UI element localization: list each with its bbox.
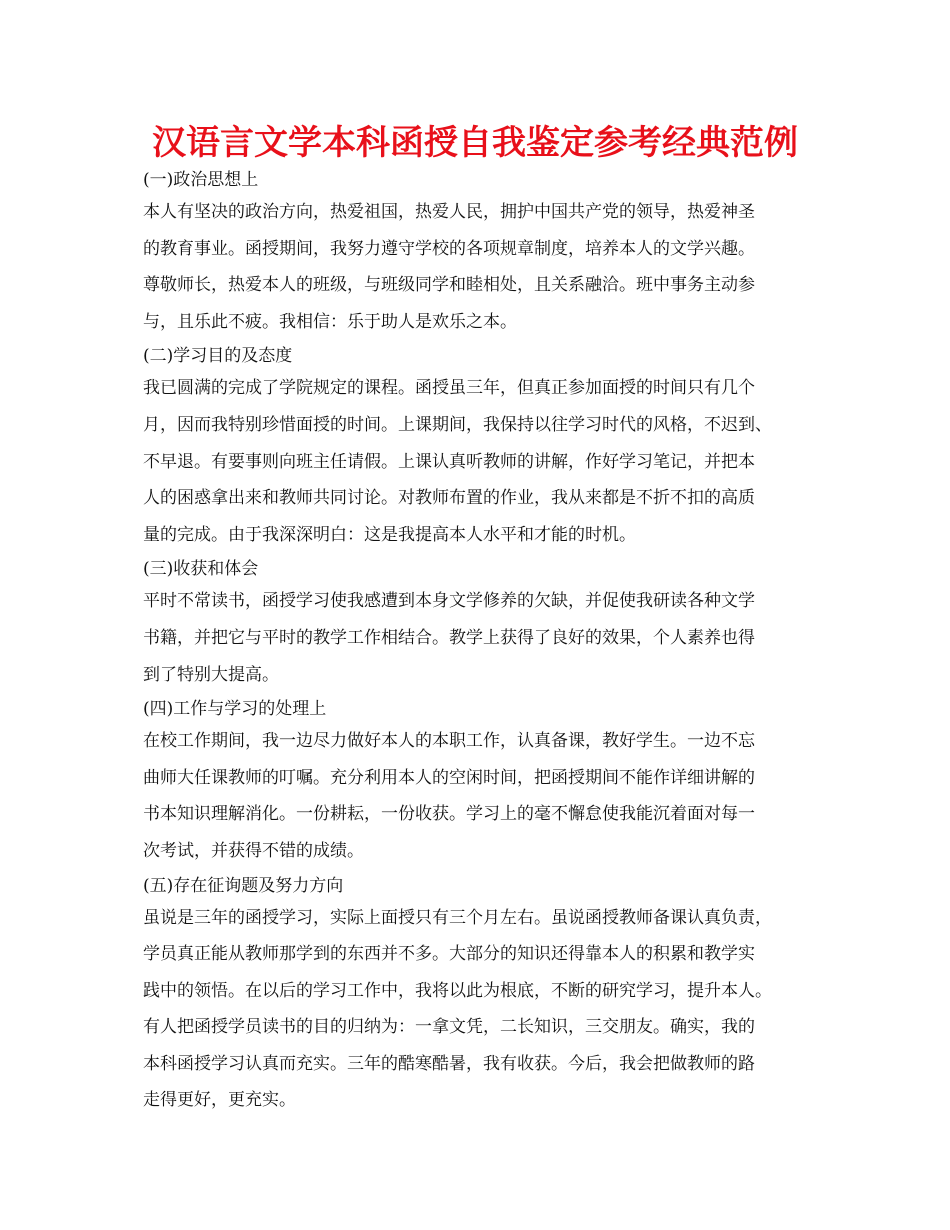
paragraph-line: 不早退。有要事则向班主任请假。上课认真听教师的讲解，作好学习笔记，并把本 (143, 451, 755, 472)
paragraph-line: 本科函授学习认真而充实。三年的酷寒酷暑，我有收获。今后，我会把做教师的路 (143, 1053, 755, 1074)
section-paragraph (143, 723, 823, 869)
document-body (143, 168, 823, 1123)
section-problems-direction (143, 874, 823, 1120)
paragraph-line: 本人有坚决的政治方向，热爱祖国，热爱人民，拥护中国共产党的领导，热爱神圣 (143, 202, 755, 222)
paragraph-line: 与，且乐此不疲。我相信：乐于助人是欢乐之本。 (143, 311, 517, 332)
paragraph-line: 书本知识理解消化。一份耕耘，一份收获。学习上的毫不懈怠使我能沉着面对每一 (143, 804, 755, 825)
paragraph-line: 人的困惑拿出来和教师共同讨论。对教师布置的作业，我从来都是不折不扣的高质 (143, 488, 755, 509)
paragraph-line: 到了特别大提高。 (143, 664, 279, 685)
document-title: 汉语言文学本科函授自我鉴定参考经典范例 (152, 123, 798, 163)
section-work-study (143, 697, 823, 869)
paragraph-line: 在校工作期间，我一边尽力做好本人的本职工作，认真备课，教好学生。一边不忘 (143, 731, 755, 752)
paragraph-line: 平时不常读书，函授学习使我感遭到本身文学修养的欠缺，并促使我研读各种文学 (143, 591, 755, 612)
section-heading: (一)政治思想上 (143, 170, 259, 190)
paragraph-line: 的教育事业。函授期间，我努力遵守学校的各项规章制度，培养本人的文学兴趣。 (143, 238, 755, 259)
paragraph-line: 曲师大任课教师的叮嘱。充分利用本人的空闲时间，把函授期间不能作详细讲解的 (143, 767, 755, 788)
section-heading: (三)收获和体会 (143, 559, 259, 580)
paragraph-line: 学员真正能从教师那学到的东西并不多。大部分的知识还得靠本人的积累和教学实 (143, 944, 755, 965)
section-paragraph (143, 194, 823, 340)
section-heading: (五)存在征询题及努力方向 (143, 875, 344, 896)
paragraph-line: 次考试，并获得不错的成绩。 (143, 840, 364, 861)
paragraph-line: 走得更好，更充实。 (143, 1090, 296, 1111)
paragraph-line: 有人把函授学员读书的目的归纳为：一拿文凭，二长知识，三交朋友。确实，我的 (143, 1017, 755, 1038)
paragraph-line: 尊敬师长，热爱本人的班级，与班级同学和睦相处，且关系融洽。班中事务主动参 (143, 275, 755, 296)
paragraph-line: 月，因而我特别珍惜面授的时间。上课期间，我保持以往学习时代的风格，不迟到、 (143, 414, 772, 435)
section-gains (143, 557, 823, 693)
paragraph-line: 虽说是三年的函授学习，实际上面授只有三个月左右。虽说函授教师备课认真负责， (143, 907, 772, 928)
section-paragraph (143, 583, 823, 693)
paragraph-line: 我已圆满的完成了学院规定的课程。函授虽三年，但真正参加面授的时间只有几个 (143, 378, 755, 399)
section-paragraph (143, 370, 823, 553)
section-heading: (二)学习目的及态度 (143, 346, 293, 367)
section-paragraph (143, 900, 823, 1120)
section-study-attitude (143, 344, 823, 553)
paragraph-line: 书籍，并把它与平时的教学工作相结合。教学上获得了良好的效果，个人素养也得 (143, 627, 755, 648)
paragraph-line: 践中的领悟。在以后的学习工作中，我将以此为根底，不断的研究学习，提升本人。 (143, 980, 772, 1001)
section-heading: (四)工作与学习的处理上 (143, 699, 327, 720)
section-political (143, 168, 823, 340)
paragraph-line: 量的完成。由于我深深明白：这是我提高本人水平和才能的时机。 (143, 524, 636, 545)
